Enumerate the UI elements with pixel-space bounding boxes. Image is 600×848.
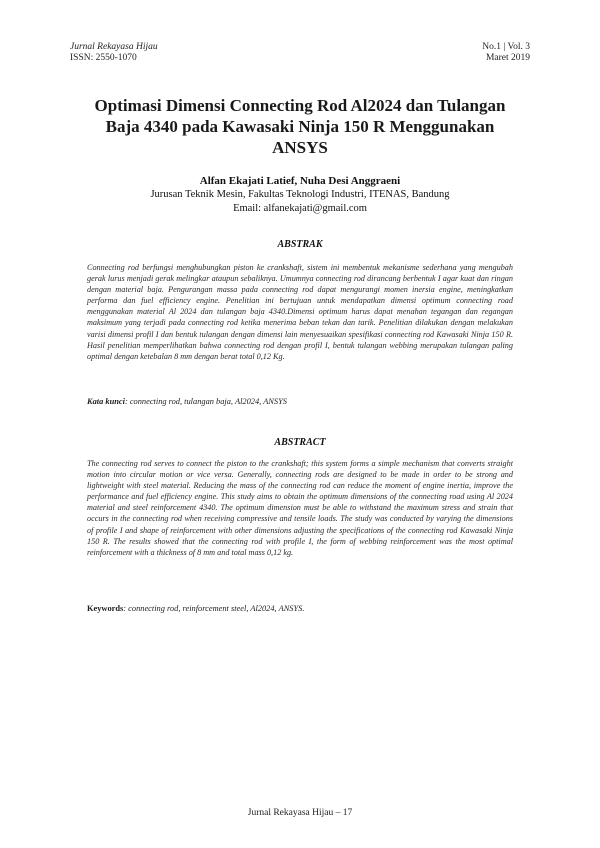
header-right [482, 42, 530, 64]
publication-date: Maret 2019 [485, 53, 530, 63]
title-line-1: Optimasi Dimensi Connecting Rod Al2024 dan Tulangan [94, 96, 506, 115]
abstrak-heading: ABSTRAK [277, 239, 323, 250]
authors: Alfan Ekajati Latief, Nuha Desi Anggraeni [199, 175, 401, 187]
keywords-values: : connecting rod, reinforcement steel, Al2024, ANSYS. [123, 604, 305, 613]
abstrak-keywords [87, 396, 513, 407]
journal-name: Jurnal Rekayasa Hijau [70, 42, 158, 52]
title-line-2: Baja 4340 pada Kawasaki Ninja 150 R Menggunakan [105, 117, 495, 136]
kata-kunci-values: : connecting rod, tulangan baja, Al2024, ANSYS [124, 397, 287, 406]
paper-title [75, 95, 525, 158]
abstrak-body: Connecting rod berfungsi menghubungkan piston ke crankshaft, sistem ini membentuk mekanisme sederhana yang mengubah gerak lurus menjadi gerak melingkar ataupun sebaliknya. Umumnya connecting rod dirancang berbentuk I agar kuat dan ringan dengan material baja. Pengurangan massa pada connecting rod dapat mengurangi momen inersia engine, meningkatkan performa dan fuel efficiency engine. Penelitian ini bertujuan untuk mendapatkan dimensi optimum connecting road menggunakan material Al 2024 dan tulangan baja 4340.Dimensi optimum harus dapat menahan tegangan dan regangan maksimum yang terjadi pada connecting rod ketika menerima beban tekan dan tarik. Penelitian dilakukan dengan melakukan varisi dimensi profil I dan bentuk tulangan dengan dimensi lain menyesuaikan spesifikasi connecting rod Kawasaki Ninja 150 R. Hasil penelitian memperlihatkan bahwa connecting rod dengan profil I, bentuk tulangan webbing merupakan tulangan paling optimal dengan ketebalan 8 mm dengan berat total 0,12 Kg. [87, 263, 513, 361]
author-email: Email: alfanekajati@gmail.com [233, 203, 367, 214]
kata-kunci-label: Kata kunci [87, 397, 125, 406]
abstract-heading: ABSTRACT [274, 437, 326, 448]
page-footer: Jurnal Rekayasa Hijau – 17 [247, 808, 353, 818]
header-left [70, 42, 158, 64]
abstract-keywords [87, 603, 513, 614]
keywords-label: Keywords [87, 604, 124, 613]
issn: ISSN: 2550-1070 [70, 53, 137, 63]
abstract-body: The connecting rod serves to connect the piston to the crankshaft; this system forms a simple mechanism that converts straight motion into circular motion or vice versa. Generally, connecting rods are designed to be made in order to be strong and lightweight with steel material. Reducing the mass of the connecting rod can reduce the moment of engine inertia, improve the performance and fuel efficiency engine. This study aims to obtain the optimum dimensions of the connecting road using Al 2024 material and steel reinforcement 4340. The optimum dimension must be able to withstand the maximum stress and strain that occurs in the connecting rod when receiving compressive and tensile loads. The study was conducted by varying the dimensions of profile I and shape of reinforcement with other dimensions adjusting the specifications of the connecting rod Kawasaki Ninja 150 R. The results showed that the connecting rod with profile I, the form of webbing reinforcement was the most optimal reinforcement with a thickness of 8 mm and total mass 0,12 kg. [87, 459, 513, 557]
title-line-3: ANSYS [272, 138, 328, 157]
issue-number: No.1 | Vol. 3 [482, 42, 530, 52]
affiliation: Jurusan Teknik Mesin, Fakultas Teknologi Industri, ITENAS, Bandung [150, 189, 450, 200]
